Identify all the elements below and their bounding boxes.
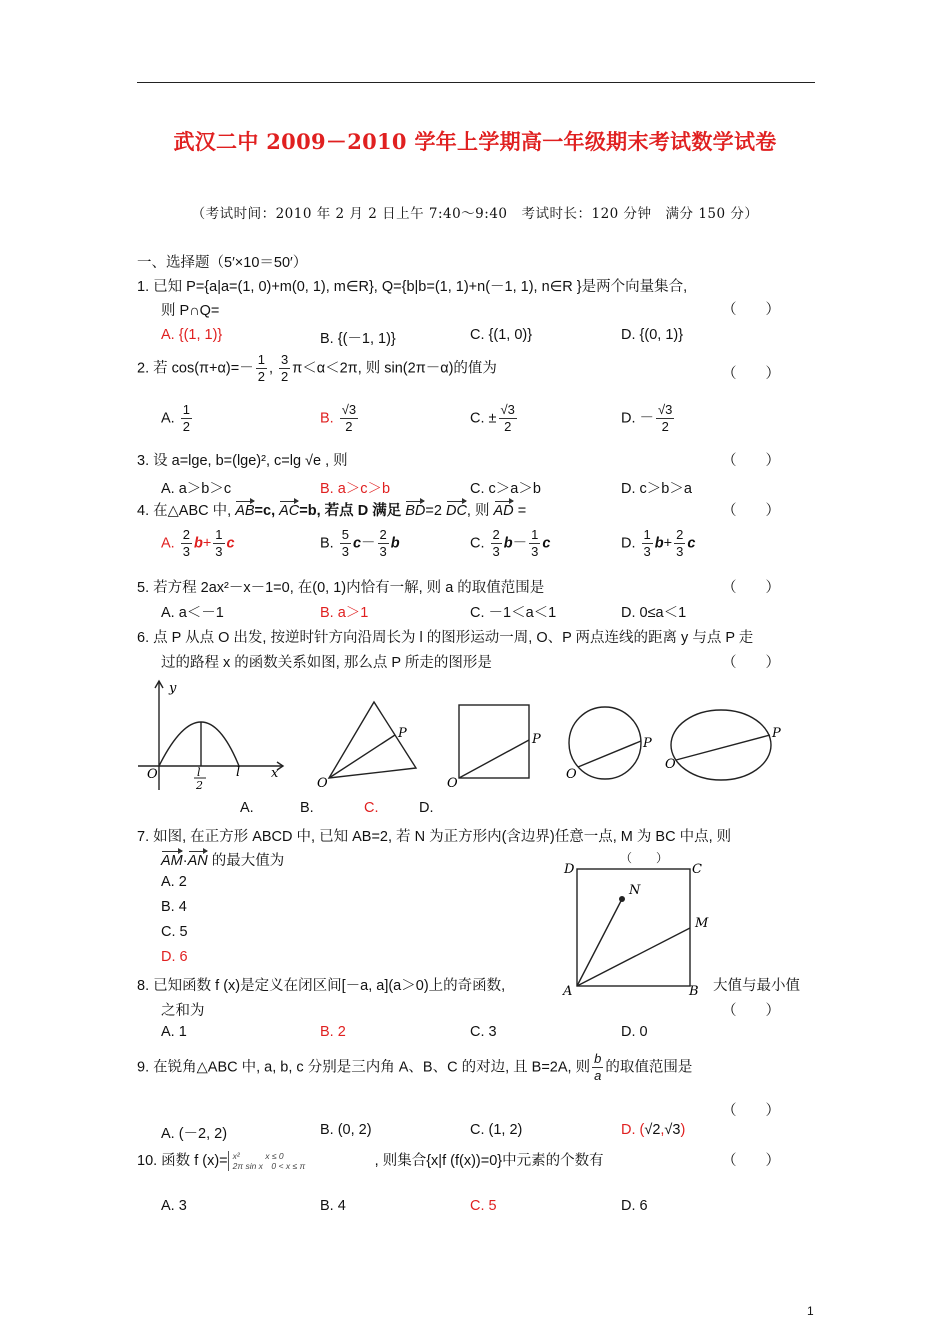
graph-y-label: y xyxy=(169,681,177,696)
vector-ac: AC xyxy=(279,500,299,519)
q1-option-b: B. {(－1, 1)} xyxy=(320,331,396,347)
q9-option-b: B. (0, 2) xyxy=(320,1122,372,1138)
q9-option-c: C. (1, 2) xyxy=(470,1122,523,1138)
q5-paren: （ ） xyxy=(722,580,780,596)
q7-option-c: C. 5 xyxy=(161,924,188,940)
q5-option-c: C. －1＜a＜1 xyxy=(470,605,557,621)
q7-square-figure xyxy=(555,855,720,1000)
q5-text: 5. 若方程 2ax²－x－1=0, 在(0, 1)内恰有一解, 则 a 的取值范围是 xyxy=(137,580,545,596)
q1-text: 1. 已知 P={a|a=(1, 0)+m(0, 1), m∈R}, Q={b|b=(1, 1)+n(－1, 1), n∈R }是两个向量集合, xyxy=(137,279,688,295)
ellipse-p-label: P xyxy=(772,726,781,741)
q2-option-c: C. ± $\frac{√3}{2}$ xyxy=(470,402,515,434)
q2-option-a: A. $\frac{1}{2}$ xyxy=(161,402,190,434)
q6-option-b: B. xyxy=(300,800,314,816)
triangle-p-label: P xyxy=(398,726,407,741)
circle-o-label: O xyxy=(566,767,577,782)
q8-option-b: B. 2 xyxy=(320,1024,346,1040)
q10-option-c: C. 5 xyxy=(470,1198,497,1214)
q1-option-d: D. {(0, 1)} xyxy=(621,327,684,343)
q2-option-d: D. － $\frac{√3}{2}$ xyxy=(621,402,673,434)
ellipse-o-label: O xyxy=(665,757,676,772)
q4-option-a: A. $\frac{2}{3}$ b+ $\frac{1}{3}$ c xyxy=(161,527,235,559)
q5-option-b: B. a＞1 xyxy=(320,605,369,621)
q8-option-d: D. 0 xyxy=(621,1024,648,1040)
q10-option-d: D. 6 xyxy=(621,1198,648,1214)
q3-option-c: C. c＞a＞b xyxy=(470,481,541,497)
q1-text2: 则 P∩Q= xyxy=(161,303,220,319)
q7-paren: （ ） xyxy=(620,851,669,865)
q5-option-d: D. 0≤a＜1 xyxy=(621,605,687,621)
q5-option-a: A. a＜－1 xyxy=(161,605,224,621)
label-m: M xyxy=(695,916,709,931)
q7-text2: AM·AN 的最大值为 xyxy=(161,849,284,870)
q10-option-a: A. 3 xyxy=(161,1198,187,1214)
vector-bd: BD xyxy=(405,500,425,519)
q6-text2: 过的路程 x 的函数关系如图, 那么点 P 所走的图形是 xyxy=(161,655,492,671)
q10-paren: （ ） xyxy=(722,1153,780,1169)
q2-text: 2. 若 cos(π+α)=－ $\frac{1}{2}$ , $\frac{3}{2}$ π＜α＜2π, 则 sin(2π－α)的值为 xyxy=(137,352,497,384)
q10-option-b: B. 4 xyxy=(320,1198,346,1214)
q2-frac-three-half: $\frac{3}{2}$ xyxy=(281,352,289,384)
q4-text: 4. 在△ABC 中, AB=c, AC=b, 若点 D 满足 BD=2 DC, 则 AD = xyxy=(137,499,526,520)
q3-text: 3. 设 a=lge, b=(lge)², c=lg √e , 则 xyxy=(137,453,348,469)
q4-paren: （ ） xyxy=(722,503,780,519)
vector-am: AM xyxy=(161,850,183,869)
vector-dc: DC xyxy=(446,500,467,519)
top-rule xyxy=(137,82,815,83)
graph-half-2: 2 xyxy=(196,779,203,792)
q3-option-a: A. a＞b＞c xyxy=(161,481,232,497)
q6-square xyxy=(459,705,529,778)
q4-option-c: C. $\frac{2}{3}$ b－ $\frac{1}{3}$ c xyxy=(470,527,551,559)
square-o-label: O xyxy=(447,776,458,791)
label-a: A xyxy=(563,984,573,999)
label-c: C xyxy=(692,862,702,877)
q6-figures xyxy=(135,675,815,795)
q6-graph xyxy=(138,681,283,790)
q2-frac-half: $\frac{1}{2}$ xyxy=(257,352,265,384)
q9-paren: （ ） xyxy=(722,1103,780,1119)
q1-paren: （ ） xyxy=(722,302,780,318)
q8-text2: 之和为 xyxy=(161,1003,205,1019)
label-d: D xyxy=(564,862,575,877)
q8-option-a: A. 1 xyxy=(161,1024,187,1040)
vector-ad: AD xyxy=(494,500,514,519)
graph-x-label: x xyxy=(271,766,279,781)
q3-option-b: B. a＞c＞b xyxy=(320,481,391,497)
q9-option-d: D. (√2,√3) xyxy=(621,1122,686,1138)
q7-option-d: D. 6 xyxy=(161,949,188,965)
q9-text: 9. 在锐角△ABC 中, a, b, c 分别是三内角 A、B、C 的对边, 且 B=2A, 则 $\frac{b}{a}$ 的取值范围是 xyxy=(137,1051,693,1083)
q4-option-d: D. $\frac{1}{3}$ b+ $\frac{2}{3}$ c xyxy=(621,527,696,559)
exam-title: 武汉二中 2009－2010 学年上学期高一年级期末考试数学试卷 xyxy=(173,129,777,154)
exam-info: （考试时间：2010 年 2 月 2 日上午 7:40～9:40 考试时长：120 分钟 满分 150 分） xyxy=(191,206,759,222)
graph-half-l: l xyxy=(197,766,201,779)
q2-paren: （ ） xyxy=(722,366,780,382)
point-n xyxy=(619,896,625,902)
square-p-label: P xyxy=(532,732,541,747)
q7-text: 7. 如图, 在正方形 ABCD 中, 已知 AB=2, 若 N 为正方形内(含边界)任意一点, M 为 BC 中点, 则 xyxy=(137,829,732,845)
q3-paren: （ ） xyxy=(722,453,780,469)
q4-option-b: B. $\frac{5}{3}$ c－ $\frac{2}{3}$ b xyxy=(320,527,400,559)
q8-option-c: C. 3 xyxy=(470,1024,497,1040)
triangle-o-label: O xyxy=(317,776,328,791)
q6-text: 6. 点 P 从点 O 出发, 按逆时针方向沿周长为 l 的图形运动一周, O、P 两点连线的距离 y 与点 P 走 xyxy=(137,630,754,646)
q3-option-d: D. c＞b＞a xyxy=(621,481,692,497)
page-number: 1 xyxy=(807,1304,814,1318)
vector-an: AN xyxy=(188,850,208,869)
q6-option-d: D. xyxy=(419,800,434,816)
q6-ellipse xyxy=(671,710,771,780)
vector-ab: AB xyxy=(235,500,254,519)
q6-option-c: C. xyxy=(364,800,379,816)
graph-l-label: l xyxy=(236,765,241,780)
label-n: N xyxy=(629,883,641,898)
q9-option-a: A. (－2, 2) xyxy=(161,1126,228,1142)
q7-option-b: B. 4 xyxy=(161,899,187,915)
q7-option-a: A. 2 xyxy=(161,874,187,890)
circle-p-label: P xyxy=(643,736,652,751)
q8-text: 8. 已知函数 f (x)是定义在闭区间[－a, a](a＞0)上的奇函数, xyxy=(137,978,506,994)
q6-circle xyxy=(569,707,641,779)
label-b: B xyxy=(689,984,699,999)
q6-option-a: A. xyxy=(240,800,254,816)
q10-text: 10. 函数 f (x)= x² x ≤ 0 2π sin x 0 < x ≤ π , 则集合{x|f (f(x))=0}中元素的个数有 xyxy=(137,1151,604,1172)
q1-option-c: C. {(1, 0)} xyxy=(470,327,533,343)
q1-option-a: A. {(1, 1)} xyxy=(161,327,223,343)
q6-paren: （ ） xyxy=(722,655,780,671)
q2-option-b: B. $\frac{√3}{2}$ xyxy=(320,402,357,434)
section-heading: 一、选择题（5′×10＝50′） xyxy=(137,255,308,271)
q8-paren: （ ） xyxy=(722,1003,780,1019)
graph-origin-label: O xyxy=(147,767,158,782)
q8-text-end: 大值与最小值 xyxy=(713,978,800,994)
